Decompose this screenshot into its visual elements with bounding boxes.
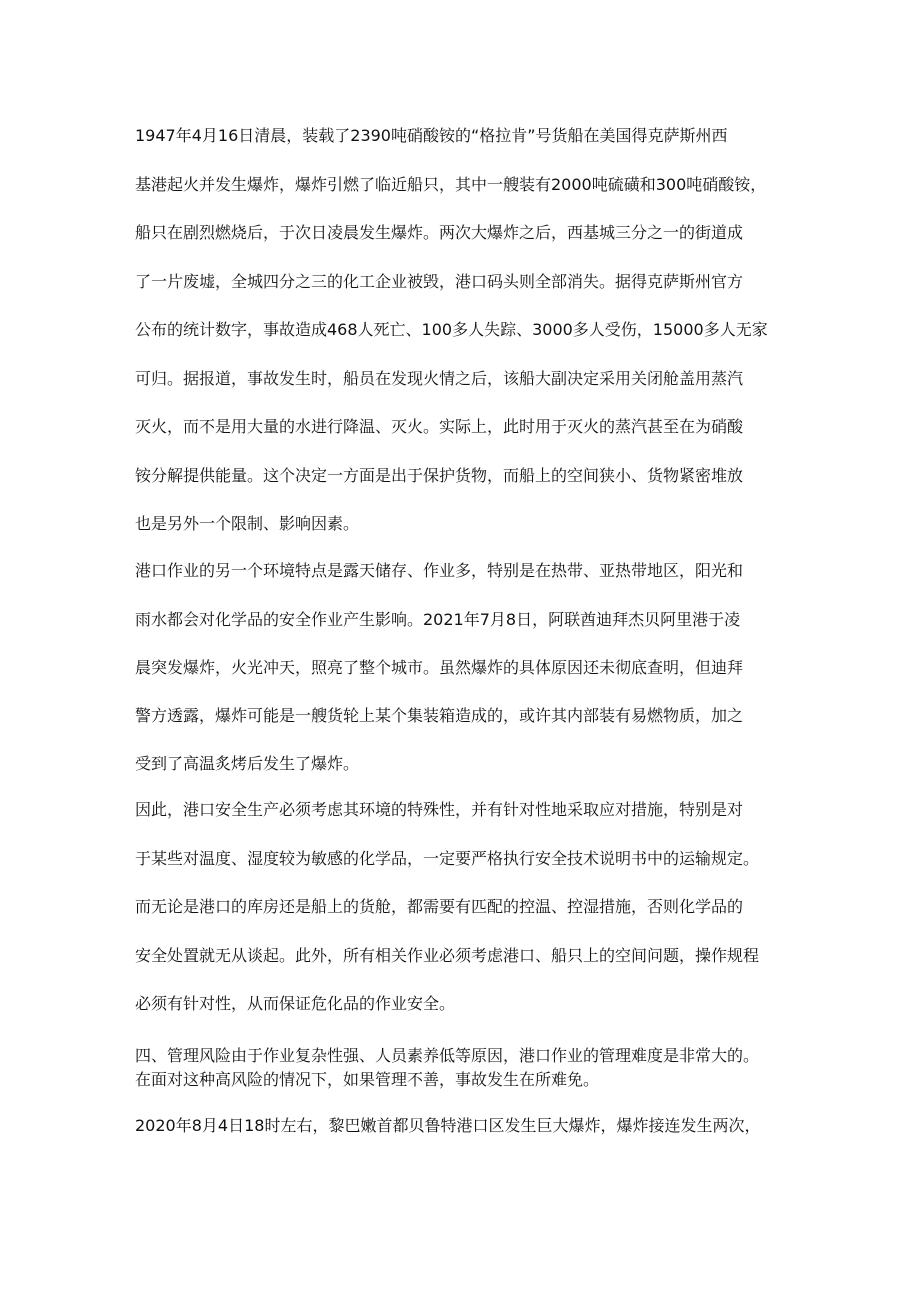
paragraph-line: 必须有针对性，从而保证危化品的作业安全。 (135, 994, 456, 1013)
paragraph-line: 了一片废墟，全城四分之三的化工企业被毁，港口码头则全部消失。据得克萨斯州官方 (135, 272, 744, 291)
paragraph-line: 在面对这种高风险的情况下，如果管理不善，事故发生在所难免。 (135, 1070, 600, 1089)
paragraph-line: 可归。据报道，事故发生时，船员在发现火情之后，该船大副决定采用关闭舱盖用蒸汽 (135, 369, 744, 388)
paragraph-line: 四、管理风险由于作业复杂性强、人员素养低等原因，港口作业的管理难度是非常大的。 (135, 1046, 760, 1065)
paragraph-line: 港口作业的另一个环境特点是露天储存、作业多，特别是在热带、亚热带地区，阳光和 (135, 561, 744, 580)
paragraph-line: 公布的统计数字，事故造成468人死亡、100多人失踪、3000多人受伤，15000多人无家 (135, 320, 768, 339)
paragraph-line: 安全处置就无从谈起。此外，所有相关作业必须考虑港口、船只上的空间问题，操作规程 (135, 946, 760, 965)
paragraph-line: 雨水都会对化学品的安全作业产生影响。2021年7月8日，阿联酋迪拜杰贝阿里港于凌 (135, 610, 741, 629)
paragraph-line: 晨突发爆炸，火光冲天，照亮了整个城市。虽然爆炸的具体原因还未彻底查明，但迪拜 (135, 658, 744, 677)
paragraph-line: 因此，港口安全生产必须考虑其环境的特殊性，并有针对性地采取应对措施，特别是对 (135, 800, 744, 819)
paragraph-line: 而无论是港口的库房还是船上的货舱，都需要有匹配的控温、控湿措施，否则化学品的 (135, 897, 744, 916)
paragraph-line: 灭火，而不是用大量的水进行降温、灭火。实际上，此时用于灭火的蒸汽甚至在为硝酸 (135, 417, 744, 436)
paragraph-line: 基港起火并发生爆炸，爆炸引燃了临近船只，其中一艘装有2000吨硫磺和300吨硝酸铵， (135, 175, 767, 194)
paragraph-line: 1947年4月16日清晨，装载了2390吨硝酸铵的“格拉肯”号货船在美国得克萨斯州西 (135, 126, 728, 145)
paragraph-line: 船只在剧烈燃烧后，于次日凌晨发生爆炸。两次大爆炸之后，西基城三分之一的街道成 (135, 223, 744, 242)
paragraph-line: 受到了高温炙烤后发生了爆炸。 (135, 754, 360, 773)
paragraph-line: 铵分解提供能量。这个决定一方面是出于保护货物，而船上的空间狭小、货物紧密堆放 (135, 466, 744, 485)
paragraph-line: 2020年8月4日18时左右，黎巴嫩首都贝鲁特港口区发生巨大爆炸，爆炸接连发生两次， (135, 1116, 761, 1135)
paragraph-line: 也是另外一个限制、影响因素。 (135, 514, 360, 533)
paragraph-line: 于某些对温度、湿度较为敏感的化学品，一定要严格执行安全技术说明书中的运输规定。 (135, 849, 760, 868)
paragraph-line: 警方透露，爆炸可能是一艘货轮上某个集装箱造成的，或许其内部装有易燃物质，加之 (135, 706, 744, 725)
